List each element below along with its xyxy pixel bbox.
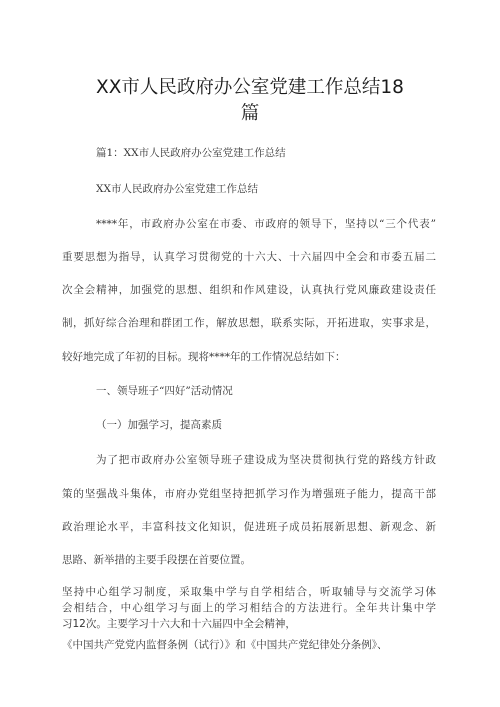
paragraph-line: 坚持中心组学习制度，采取集中学与自学相结合，听取辅导与交流学习体 bbox=[62, 586, 436, 598]
section-heading: 一、领导班子“四好”活动情况 bbox=[96, 385, 233, 397]
paragraph-line: 政治理论水平，丰富科技文化知识，促进班子成员拓展新思想、新观念、新 bbox=[62, 521, 436, 533]
paragraph-line: 次全会精神，加强党的思想、组织和作风建设，认真执行党风廉政建设责任 bbox=[62, 284, 436, 296]
paragraph-line: 为了把市政府办公室领导班子建设成为坚决贯彻执行党的路线方针政 bbox=[96, 454, 436, 466]
paragraph-line: 制，抓好综合治理和群团工作，解放思想，联系实际，开拓进取，实事求是， bbox=[62, 317, 436, 329]
paragraph-line: 会相结合，中心组学习与面上的学习相结合的方法进行。全年共计集中学 bbox=[62, 602, 436, 614]
paragraph-line: 《中国共产党党内监督条例（试行）》和《中国共产党纪律处分条例》、 bbox=[62, 639, 388, 651]
title-line-1: XX市人民政府办公室党建工作总结18 bbox=[96, 77, 404, 98]
paragraph-line: 思路、新举措的主要手段摆在首要位置。 bbox=[62, 554, 251, 566]
article-heading: 篇1：XX市人民政府办公室党建工作总结 bbox=[96, 147, 286, 159]
subsection-heading: （一）加强学习，提高素质 bbox=[96, 419, 222, 431]
document-subtitle: XX市人民政府办公室党建工作总结 bbox=[96, 183, 258, 195]
document-title bbox=[60, 75, 440, 127]
paragraph-line: 重要思想为指导，认真学习贯彻党的十六大、十六届四中全会和市委五届二 bbox=[62, 251, 436, 263]
paragraph-line: 较好地完成了年初的目标。现将****年的工作情况总结如下： bbox=[62, 351, 346, 363]
paragraph-line: ****年，市政府办公室在市委、市政府的领导下，坚持以“三个代表” bbox=[96, 218, 436, 230]
paragraph-line: 习12次。主要学习十六大和十六届四中全会精神， bbox=[62, 618, 296, 630]
title-line-2: 篇 bbox=[240, 103, 260, 124]
paragraph-line: 策的坚强战斗集体，市府办党组坚持把抓学习作为增强班子能力，提高干部 bbox=[62, 488, 436, 500]
